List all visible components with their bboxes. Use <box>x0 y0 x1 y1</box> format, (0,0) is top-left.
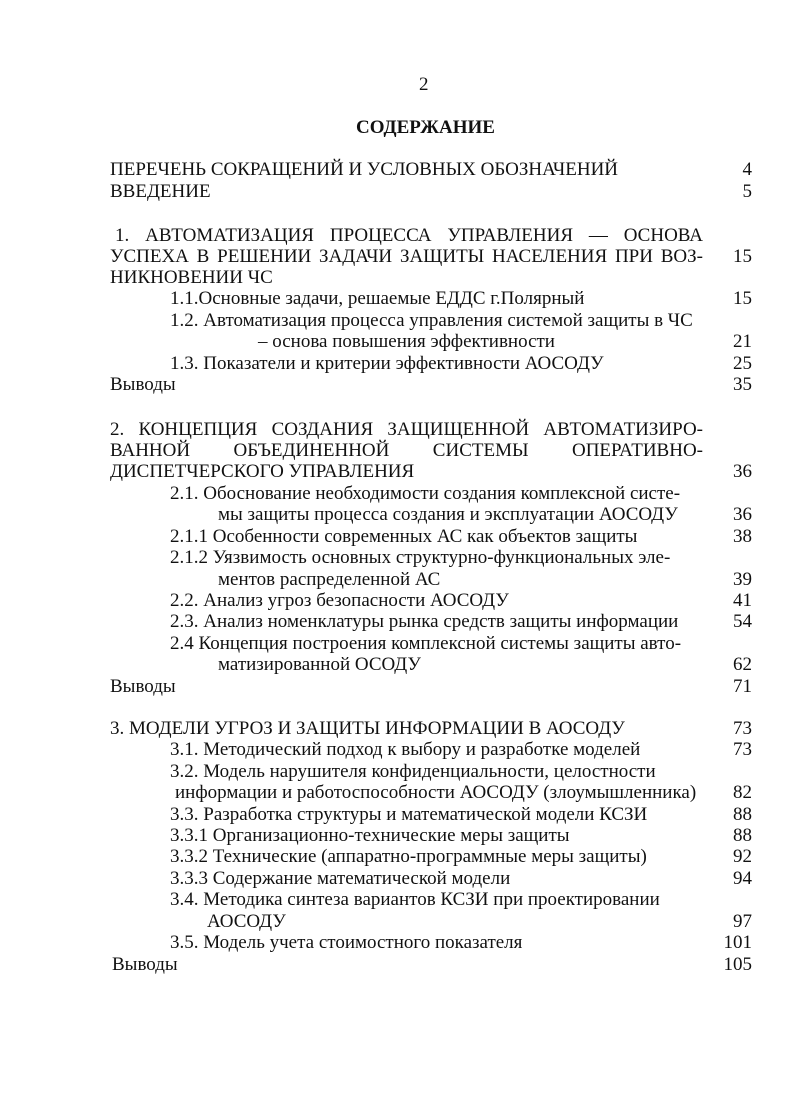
toc-entry: 3.4. Методика синтеза вариантов КСЗИ при проектировании <box>170 889 660 910</box>
toc-entry: ПЕРЕЧЕНЬ СОКРАЩЕНИЙ И УСЛОВНЫХ ОБОЗНАЧЕНИЙ <box>110 159 619 180</box>
toc-entry: информации и работоспособности АОСОДУ (злоумышленника) <box>175 782 697 803</box>
toc-entry: 3.5. Модель учета стоимостного показателя <box>170 932 523 953</box>
page-title: СОДЕРЖАНИЕ <box>356 117 495 138</box>
toc-entry: матизированной ОСОДУ <box>218 654 421 675</box>
toc-page: 36 <box>733 461 752 482</box>
toc-entry: 3.3.3 Содержание математической модели <box>170 868 511 889</box>
toc-page: 88 <box>733 825 752 846</box>
toc-entry: 2.3. Анализ номенклатуры рынка средств защиты информации <box>170 611 679 632</box>
toc-entry: мы защиты процесса создания и эксплуатации АОСОДУ <box>218 504 678 525</box>
toc-entry: 3.3.2 Технические (аппаратно-программные меры защиты) <box>170 846 647 867</box>
toc-page: 88 <box>733 804 752 825</box>
toc-page: 21 <box>733 331 752 352</box>
toc-page: 15 <box>733 246 752 267</box>
toc-section-heading: 1. АВТОМАТИЗАЦИЯ ПРОЦЕССА УПРАВЛЕНИЯ — ОСНОВА <box>115 225 703 246</box>
toc-entry: 3.3.1 Организационно-технические меры защиты <box>170 825 570 846</box>
toc-page: 38 <box>733 526 752 547</box>
toc-page: 82 <box>733 782 752 803</box>
toc-page: 73 <box>733 718 752 739</box>
toc-entry: 3.2. Модель нарушителя конфиденциальности, целостности <box>170 761 656 782</box>
toc-entry: 2.2. Анализ угроз безопасности АОСОДУ <box>170 590 509 611</box>
toc-page: 105 <box>723 954 752 975</box>
toc-entry: 1.1.Основные задачи, решаемые ЕДДС г.Полярный <box>170 288 585 309</box>
toc-page: 54 <box>733 611 752 632</box>
toc-entry: 1.2. Автоматизация процесса управления системой защиты в ЧС <box>170 310 693 331</box>
toc-entry: 3.1. Методический подход к выбору и разработке моделей <box>170 739 641 760</box>
toc-entry: 2.1.1 Особенности современных АС как объектов защиты <box>170 526 638 547</box>
toc-entry: ВВЕДЕНИЕ <box>110 181 211 202</box>
toc-entry: Выводы <box>110 676 176 697</box>
toc-entry: Выводы <box>112 954 178 975</box>
toc-entry: 2.1.2 Уязвимость основных структурно-функциональных эле- <box>170 547 671 568</box>
toc-section-heading: 3. МОДЕЛИ УГРОЗ И ЗАЩИТЫ ИНФОРМАЦИИ В АОСОДУ <box>110 718 625 739</box>
toc-page: 94 <box>733 868 752 889</box>
toc-entry: 2.1. Обоснование необходимости создания комплексной систе- <box>170 483 681 504</box>
toc-page: 92 <box>733 846 752 867</box>
toc-entry: Выводы <box>110 374 176 395</box>
toc-page: 71 <box>733 676 752 697</box>
toc-page: 4 <box>742 159 752 180</box>
toc-section-heading: УСПЕХА В РЕШЕНИИ ЗАДАЧИ ЗАЩИТЫ НАСЕЛЕНИЯ ПРИ ВОЗ- <box>110 246 703 267</box>
toc-section-heading: 2. КОНЦЕПЦИЯ СОЗДАНИЯ ЗАЩИЩЕННОЙ АВТОМАТИЗИРО- <box>110 419 703 440</box>
toc-entry: 1.3. Показатели и критерии эффективности АОСОДУ <box>170 353 604 374</box>
toc-page: 39 <box>733 569 752 590</box>
toc-page: 25 <box>733 353 752 374</box>
toc-page: 101 <box>723 932 752 953</box>
toc-entry: 3.3. Разработка структуры и математической модели КСЗИ <box>170 804 648 825</box>
toc-page: 62 <box>733 654 752 675</box>
toc-page: 15 <box>733 288 752 309</box>
toc-page: 36 <box>733 504 752 525</box>
page-number: 2 <box>419 74 429 95</box>
toc-page: 5 <box>742 181 752 202</box>
toc-section-heading: ДИСПЕТЧЕРСКОГО УПРАВЛЕНИЯ <box>110 461 415 482</box>
toc-page: 97 <box>733 911 752 932</box>
toc-entry: ментов распределенной АС <box>218 569 441 590</box>
toc-page: 35 <box>733 374 752 395</box>
toc-entry: – основа повышения эффективности <box>258 331 555 352</box>
toc-page: 41 <box>733 590 752 611</box>
toc-section-heading: ВАННОЙ ОБЪЕДИНЕННОЙ СИСТЕМЫ ОПЕРАТИВНО- <box>110 440 703 461</box>
toc-entry: 2.4 Концепция построения комплексной системы защиты авто- <box>170 633 682 654</box>
toc-entry: АОСОДУ <box>207 911 286 932</box>
toc-section-heading: НИКНОВЕНИИ ЧС <box>110 267 273 288</box>
toc-page: 73 <box>733 739 752 760</box>
